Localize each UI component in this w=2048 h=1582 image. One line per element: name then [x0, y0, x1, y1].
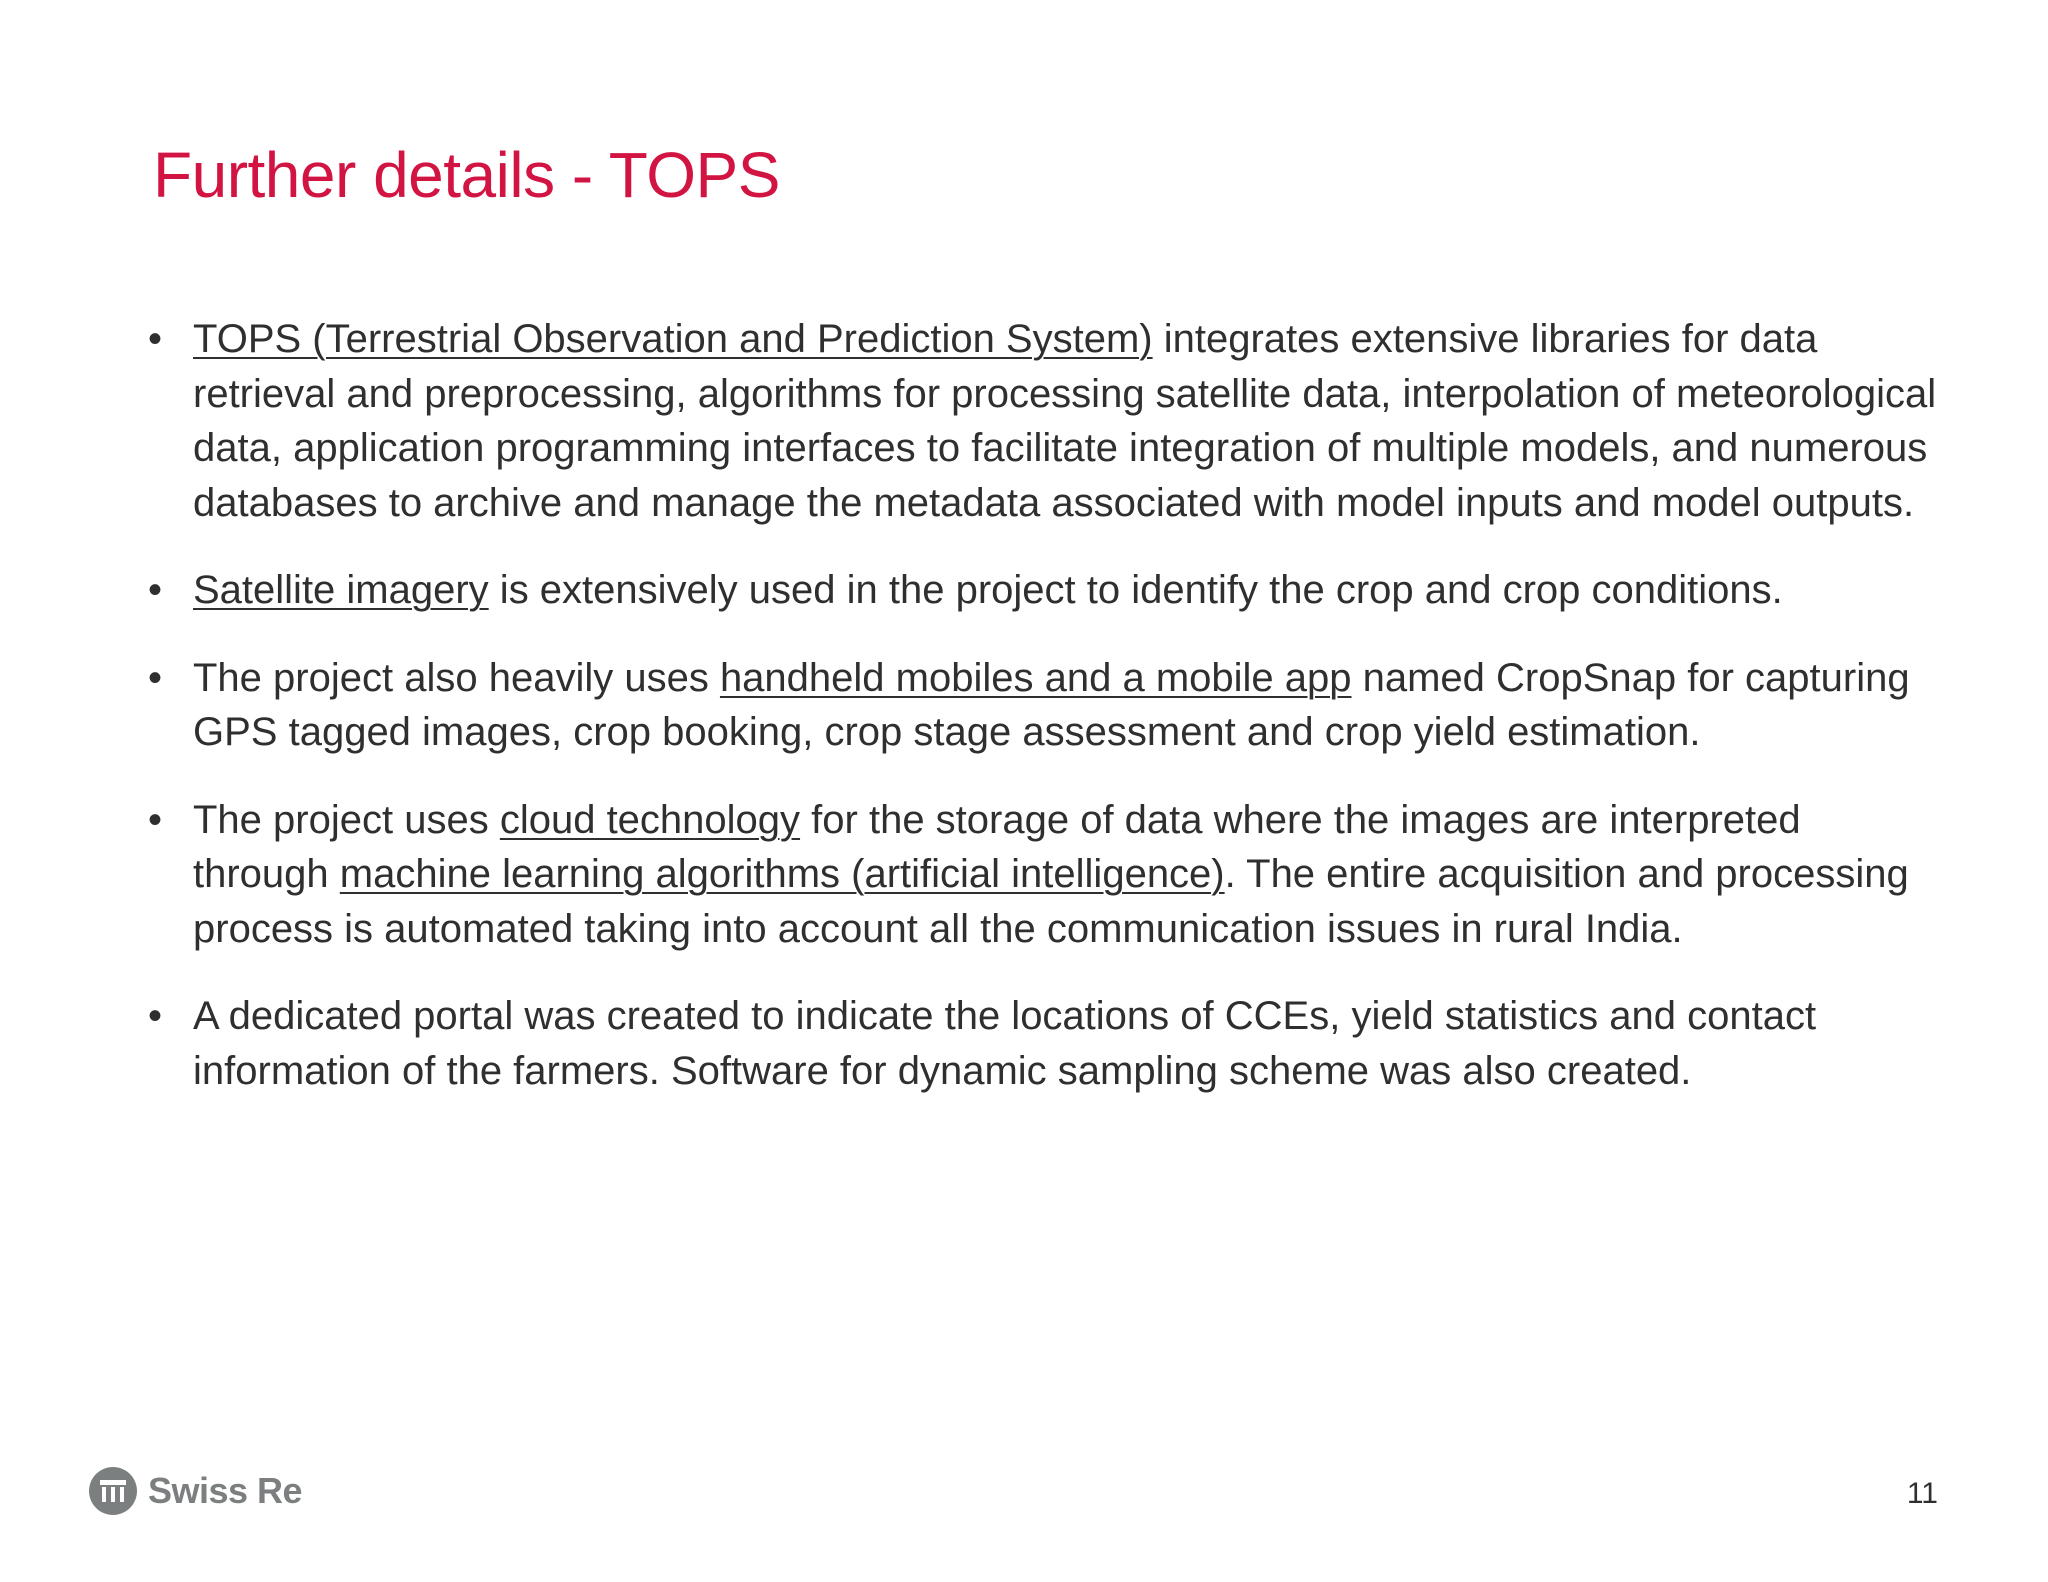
bullet-dot: • [148, 568, 163, 612]
link-satellite-imagery[interactable]: Satellite imagery [193, 568, 489, 612]
bullet-list [148, 312, 1938, 1131]
bullet-dot: • [148, 655, 163, 700]
bullet-text: . The entire acquisition and processing process is automated taking into account all the communication issues in rural India. [193, 852, 1909, 951]
bullet-text-prefix: The project also heavily uses [193, 655, 720, 700]
bullet-text: is extensively used in the project to identify the crop and crop conditions. [488, 568, 1783, 612]
bullet-text: integrates extensive libraries for data retrieval and preprocessing, algorithms for processing satellite data, interpolation of meteorological data, application programming interfaces to facilitate integration of multiple models, and numerous databases to archive and manage the metadata associated with model inputs and model outputs. [193, 317, 1937, 525]
link-tops[interactable]: TOPS (Terrestrial Observation and Prediction System) [193, 317, 1153, 361]
bullet-text: A dedicated portal was created to indicate the locations of CCEs, yield statistics and contact information of the farmers. Software for dynamic sampling scheme was also created. [193, 994, 1817, 1093]
page-number: 11 [1906, 1477, 1938, 1510]
bullet-dot: • [148, 797, 163, 842]
bullet-text-prefix: The project uses [193, 797, 500, 842]
bullet-dot: • [148, 317, 163, 361]
bullet-item-satellite [148, 563, 1938, 618]
bullet-dot: • [148, 994, 163, 1038]
link-handheld-mobiles[interactable]: handheld mobiles and a mobile app [719, 655, 1352, 700]
link-cloud-technology[interactable]: cloud technology [499, 797, 801, 842]
bullet-item-cloud [148, 793, 1938, 957]
bullet-text-middle: for the storage of data where the images are interpreted through [193, 797, 1801, 896]
slide-title: Further details - TOPS [153, 139, 780, 211]
bullet-text: named CropSnap for capturing GPS tagged images, crop booking, crop stage assessment and crop yield estimation. [193, 655, 1910, 754]
bullet-item-mobile [148, 651, 1938, 760]
bullet-item-tops [148, 312, 1938, 530]
swiss-re-logo-icon [88, 1466, 138, 1516]
bullet-item-portal [148, 989, 1938, 1098]
link-machine-learning[interactable]: machine learning algorithms (artificial intelligence) [339, 852, 1225, 896]
logo-text: Swiss Re [148, 1470, 303, 1511]
footer-logo [88, 1466, 302, 1516]
